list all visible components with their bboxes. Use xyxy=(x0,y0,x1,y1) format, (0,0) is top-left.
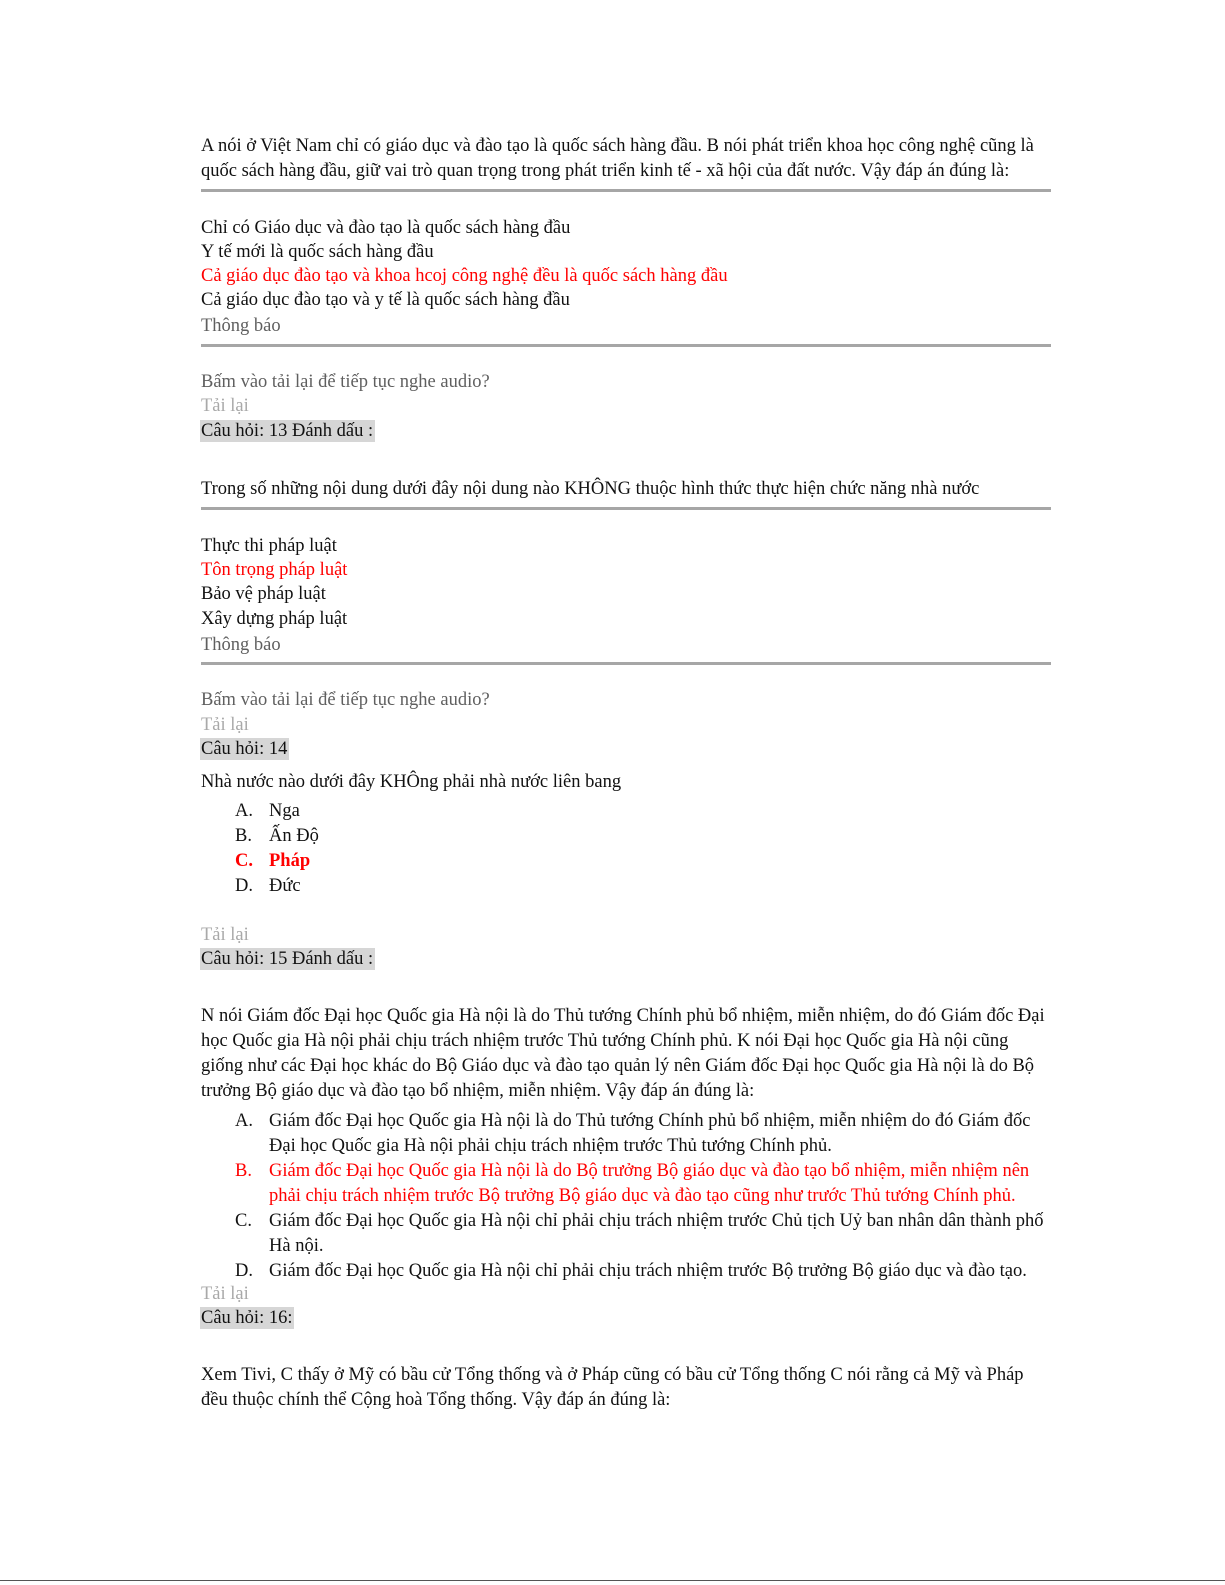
divider xyxy=(201,507,1051,510)
q15-option-list xyxy=(201,1109,1051,1284)
q12-option-1[interactable]: Chỉ có Giáo dục và đào tạo là quốc sách hàng đầu xyxy=(201,218,571,238)
q13-audio-prompt: Bấm vào tải lại để tiếp tục nghe audio? xyxy=(201,690,490,710)
question-16-prompt: Xem Tivi, C thấy ở Mỹ có bầu cử Tổng thống và ở Pháp cũng có bầu cử Tổng thống C nói rằng cả Mỹ và Pháp đều thuộc chính thể Cộng hoà Tổng thống. Vậy đáp án đúng là: xyxy=(201,1365,1024,1410)
q14-option-b[interactable]: B. Ấn Độ xyxy=(235,826,319,846)
q14-option-list xyxy=(201,799,1051,899)
q12-notice-label: Thông báo xyxy=(201,316,281,336)
q14-option-d[interactable]: D. Đức xyxy=(235,876,301,896)
q13-option-1[interactable]: Thực thi pháp luật xyxy=(201,536,337,556)
divider xyxy=(201,344,1051,347)
question-14-prompt: Nhà nước nào dưới đây KHÔng phải nhà nước liên bang xyxy=(201,772,622,792)
q13-notice-label: Thông báo xyxy=(201,635,281,655)
q12-reload-link[interactable]: Tải lại xyxy=(201,396,249,416)
q13-option-4[interactable]: Xây dựng pháp luật xyxy=(201,609,348,629)
question-15-header xyxy=(201,947,375,971)
page-bottom-edge xyxy=(0,1580,1225,1581)
divider xyxy=(201,662,1051,665)
q15-option-c[interactable]: C. Giám đốc Đại học Quốc gia Hà nội chỉ phải chịu trách nhiệm trước Chủ tịch Uỷ ban nhân dân thành phố Hà nội. xyxy=(235,1211,1044,1256)
q14-option-c-correct[interactable]: C. Pháp xyxy=(235,851,311,871)
q13-reload-link[interactable]: Tải lại xyxy=(201,715,249,735)
question-15-header-text: Câu hỏi: 15 Đánh dấu : xyxy=(201,949,374,969)
q12-audio-prompt: Bấm vào tải lại để tiếp tục nghe audio? xyxy=(201,372,490,392)
question-14-header-text: Câu hỏi: 14 xyxy=(201,739,288,759)
question-13-header xyxy=(201,419,375,443)
q12-option-3-correct[interactable]: Cả giáo dục đào tạo và khoa hcoj công nghệ đều là quốc sách hàng đầu xyxy=(201,266,728,286)
question-14-header xyxy=(201,737,289,761)
question-15-prompt: N nói Giám đốc Đại học Quốc gia Hà nội là do Thủ tướng Chính phủ bổ nhiệm, miễn nhiệm, do đó Giám đốc Đại học Quốc gia Hà nội phải chịu trách nhiệm trước Thủ tướng Chính phủ. K nói Đại học Quốc gia Hà nội cũng giống như các Đại học khác do Bộ Giáo dục và đào tạo quản lý nên Giám đốc Đại học Quốc gia Hà nội là do Bộ trưởng Bộ giáo dục và đào tạo bổ nhiệm, miễn nhiệm. Vậy đáp án đúng là: xyxy=(201,1006,1045,1101)
q12-option-2[interactable]: Y tế mới là quốc sách hàng đầu xyxy=(201,242,434,262)
q13-option-3[interactable]: Bảo vệ pháp luật xyxy=(201,584,326,604)
q14-reload-link[interactable]: Tải lại xyxy=(201,925,249,945)
q15-option-d[interactable]: D. Giám đốc Đại học Quốc gia Hà nội chỉ phải chịu trách nhiệm trước Bộ trưởng Bộ giáo dục và đào tạo. xyxy=(235,1261,1027,1281)
divider xyxy=(201,189,1051,192)
q15-option-b-correct[interactable]: B. Giám đốc Đại học Quốc gia Hà nội là do Bộ trưởng Bộ giáo dục và đào tạo bổ nhiệm, miễn nhiệm nên phải chịu trách nhiệm trước Bộ trưởng Bộ giáo dục và đào tạo cũng như trước Thủ tướng Chính phủ. xyxy=(235,1161,1030,1206)
question-12-prompt: A nói ở Việt Nam chỉ có giáo dục và đào tạo là quốc sách hàng đầu. B nói phát triển khoa học công nghệ cũng là quốc sách hàng đầu, giữ vai trò quan trọng trong phát triển kinh tế - xã hội của đất nước. Vậy đáp án đúng là: xyxy=(201,136,1034,181)
question-13-header-text: Câu hỏi: 13 Đánh dấu : xyxy=(201,421,374,441)
question-16-header-text: Câu hỏi: 16: xyxy=(201,1308,293,1328)
q12-option-4[interactable]: Cả giáo dục đào tạo và y tế là quốc sách hàng đầu xyxy=(201,290,570,310)
q15-option-a[interactable]: A. Giám đốc Đại học Quốc gia Hà nội là do Thủ tướng Chính phủ bổ nhiệm, miễn nhiệm do đó Giám đốc Đại học Quốc gia Hà nội phải chịu trách nhiệm trước Thủ tướng Chính phủ. xyxy=(235,1111,1031,1156)
q15-reload-link[interactable]: Tải lại xyxy=(201,1284,249,1304)
q14-option-a[interactable]: A. Nga xyxy=(235,801,300,821)
question-16-header xyxy=(201,1306,294,1330)
question-13-prompt: Trong số những nội dung dưới đây nội dung nào KHÔNG thuộc hình thức thực hiện chức năng nhà nước xyxy=(201,479,980,499)
q13-option-2-correct[interactable]: Tôn trọng pháp luật xyxy=(201,560,348,580)
